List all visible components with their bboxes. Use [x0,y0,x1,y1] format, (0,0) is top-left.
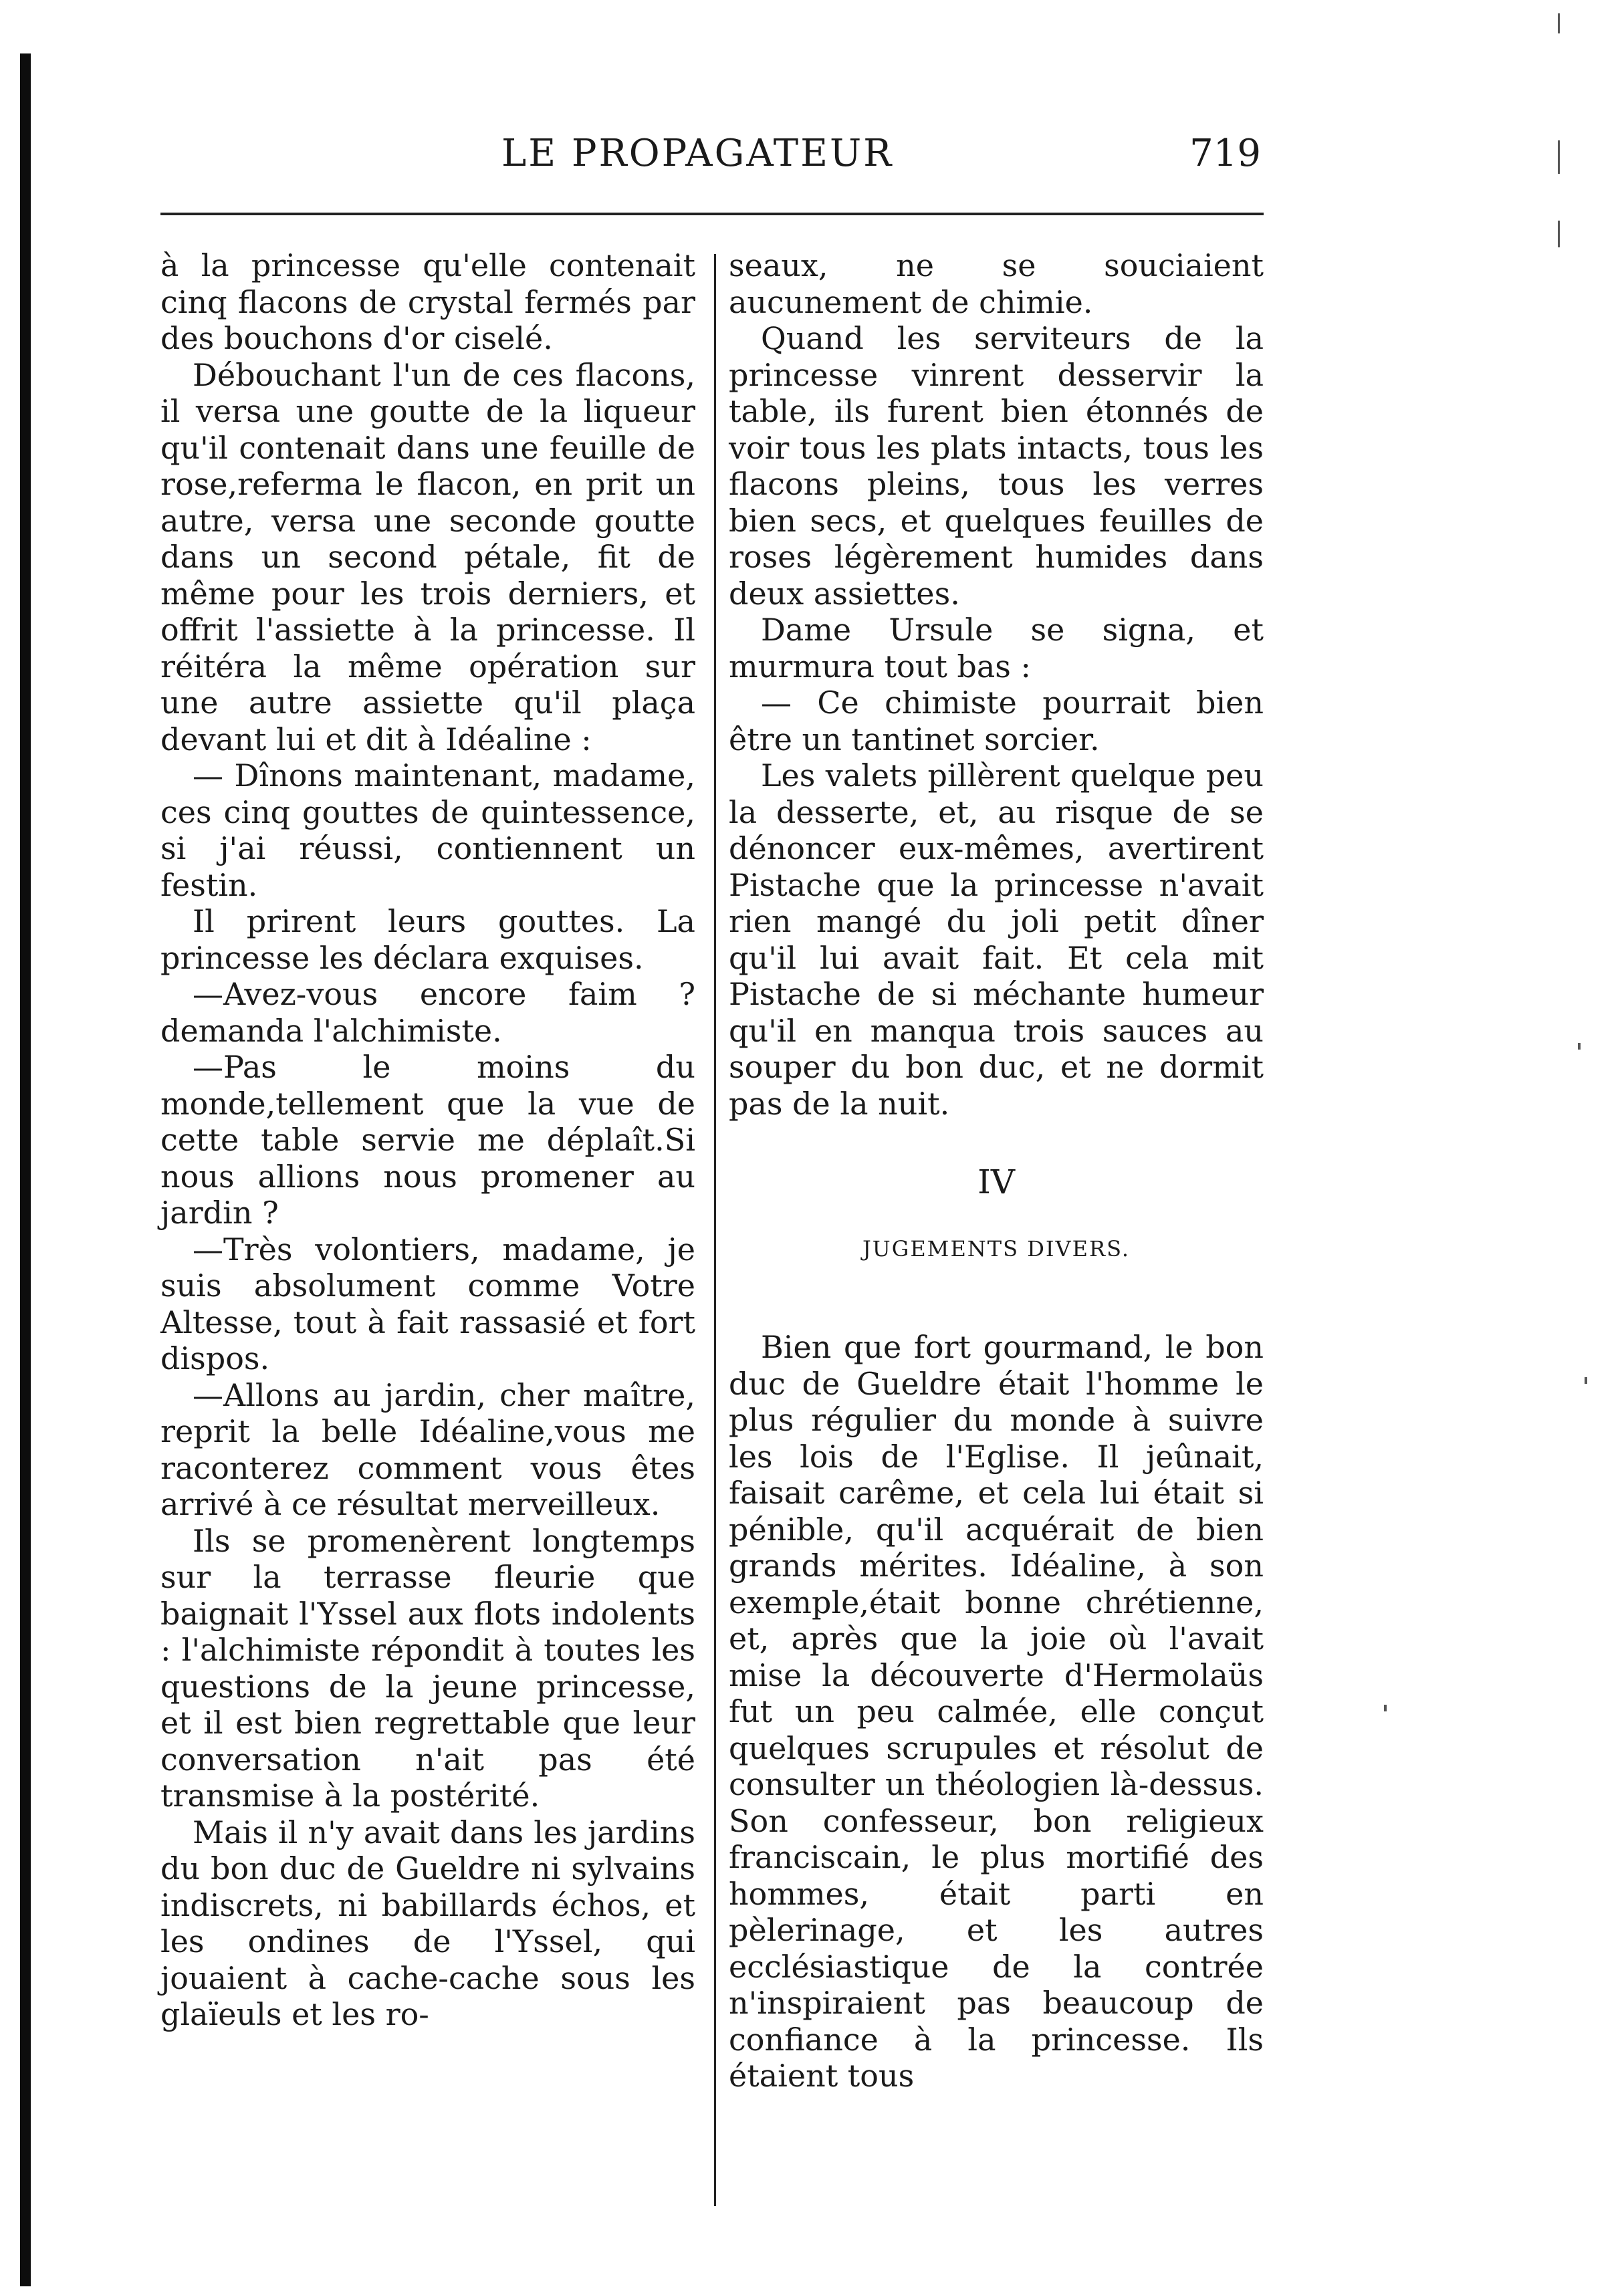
paragraph: Mais il n'y avait dans les jardins du bon duc de Gueldre ni sylvains indiscrets, ni babillards échos, et les ondines de l'Yssel, qui jouaient à cache-cache sous les glaïeuls et les ro- [160,1814,695,2032]
left-column [160,247,695,2033]
header-rule [160,213,1264,215]
right-column [729,247,1264,2094]
paragraph: —Allons au jardin, cher maître, reprit la belle Idéaline,vous me raconterez comment vous êtes arrivé à ce résultat merveilleux. [160,1376,695,1522]
paragraph: Bien que fort gourmand, le bon duc de Gueldre était l'homme le plus régulier du monde à suivre les lois de l'Eglise. Il jeûnait, faisait carême, et cela lui était si pénible, qu'il acquérait de bien grands mérites. Idéaline, à son exemple,était bonne chrétienne, et, après que la joie où l'avait mise la découverte d'Hermolaüs fut un peu calmée, elle conçut quelques scrupules et résolut de consulter un théologien là-dessus. Son confesseur, bon religieux franciscain, le plus mortifié des hommes, était parti en pèlerinage, et les autres ecclésiastique de la contrée n'inspiraient pas beaucoup de confiance à la princesse. Ils étaient tous [729,1329,1264,2094]
page-number: 719 [1189,132,1261,175]
paragraph: à la princesse qu'elle contenait cinq flacons de crystal fermés par des bouchons d'or ciselé. [160,247,695,356]
paragraph: Ils se promenèrent longtemps sur la terrasse fleurie que baignait l'Yssel aux flots indolents : l'alchimiste répondit à toutes les questions de la jeune princesse, et il est bien regrettable que leur conversation n'ait pas été transmise à la postérité. [160,1522,695,1814]
scan-speck [1558,13,1560,33]
running-title: LE PROPAGATEUR [501,132,894,175]
paragraph: — Dînons maintenant, madame, ces cinq gouttes de quintessence, si j'ai réussi, contiennent un festin. [160,757,695,903]
paragraph: Dame Ursule se signa, et murmura tout bas : [729,612,1264,685]
scan-speck [1558,221,1560,247]
page-binding-edge [20,53,31,2286]
paragraph: — Ce chimiste pourrait bien être un tantinet sorcier. [729,685,1264,757]
section-number: IV [977,1163,1015,1201]
section-title: JUGEMENTS DIVERS. [862,1236,1131,1261]
paragraph: Les valets pillèrent quelque peu la desserte, et, au risque de se dénoncer eux-mêmes, avertirent Pistache que la princesse n'avait rien mangé du joli petit dîner qu'il lui avait fait. Et cela mit Pistache de si méchante humeur qu'il en manqua trois sauces au souper du bon duc, et ne dormit pas de la nuit. [729,757,1264,1122]
paragraph: —Pas le moins du monde,tellement que la vue de cette table servie me déplaît.Si nous allions nous promener au jardin ? [160,1049,695,1231]
scan-speck [1384,1705,1387,1711]
page-header [160,120,1264,180]
column-divider [714,254,716,2206]
paragraph: seaux, ne se souciaient aucunement de chimie. [729,247,1264,320]
paragraph: —Très volontiers, madame, je suis absolument comme Votre Altesse, tout à fait rassasié et fort dispos. [160,1231,695,1376]
paragraph: Débouchant l'un de ces flacons, il versa une goutte de la liqueur qu'il contenait dans une feuille de rose,referma le flacon, en prit un autre, versa une seconde goutte dans un second pétale, fit de même pour les trois derniers, et offrit l'assiette à la princesse. Il réitéra la même opération sur une autre assiette qu'il plaça devant lui et dit à Idéaline : [160,356,695,757]
paragraph: Quand les serviteurs de la princesse vinrent desservir la table, ils furent bien étonnés de voir tous les plats intacts, tous les flacons pleins, tous les verres bien secs, et quelques feuilles de roses légèrement humides dans deux assiettes. [729,320,1264,612]
scan-speck [1578,1043,1581,1050]
paragraph: Il prirent leurs gouttes. La princesse les déclara exquises. [160,903,695,976]
paragraph: —Avez-vous encore faim ? demanda l'alchimiste. [160,976,695,1049]
scan-speck [1558,140,1560,174]
scan-speck [1585,1377,1587,1384]
book-page [160,120,1264,2166]
